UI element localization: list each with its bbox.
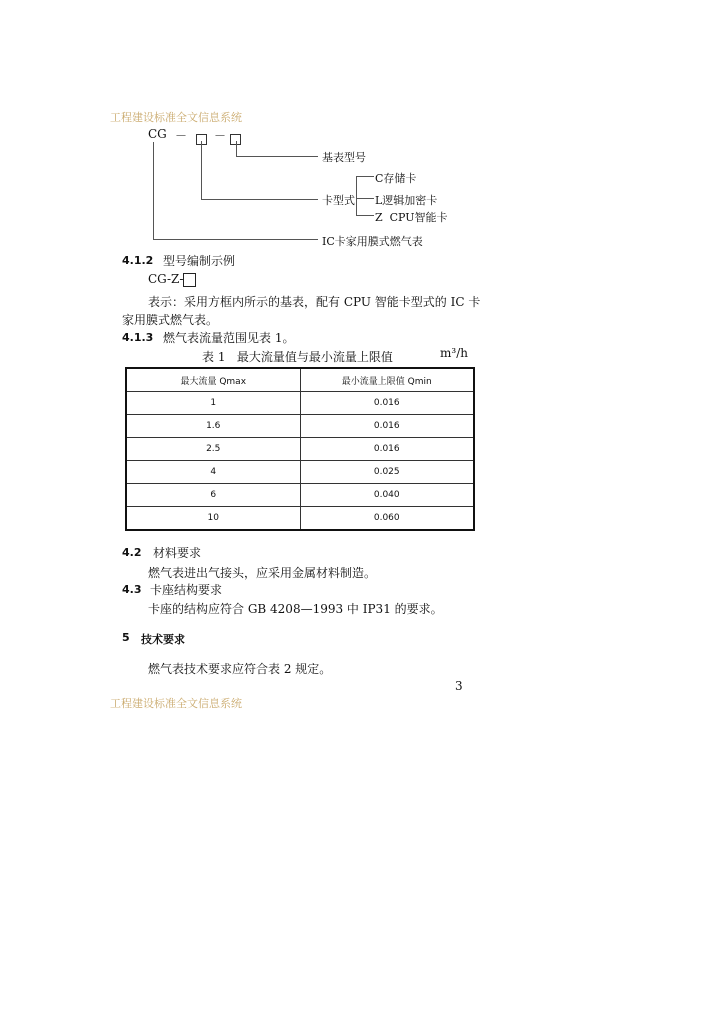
label-base-model: 基表型号 [322, 151, 366, 164]
section-4-1-3-number: 4.1.3 [122, 331, 154, 344]
example-code [148, 272, 196, 287]
example-code-text: CG-Z- [148, 272, 184, 286]
section-5-body: 燃气表技术要求应符合表 2 规定。 [148, 662, 332, 676]
cell-qmin: 0.016 [300, 415, 474, 438]
option-cpu-card: Z CPU智能卡 [375, 211, 448, 224]
section-5-title: 技术要求 [141, 633, 185, 646]
table-row [126, 392, 474, 415]
section-4-3-title: 卡座结构要求 [150, 583, 223, 597]
cell-qmin: 0.040 [300, 484, 474, 507]
cell-qmin: 0.016 [300, 438, 474, 461]
cell-qmax: 1.6 [126, 415, 300, 438]
section-4-3-body: 卡座的结构应符合 GB 4208—1993 中 IP31 的要求。 [148, 602, 443, 616]
code-cg: CG [148, 127, 167, 141]
watermark-bottom: 工程建设标准全文信息系统 [110, 697, 242, 710]
label-ic-meter: IC卡家用膜式燃气表 [322, 235, 423, 248]
header-qmin: 最小流量上限值 Qmin [300, 368, 474, 392]
cell-qmin: 0.060 [300, 507, 474, 531]
table-1-caption: 表 1 最大流量值与最小流量上限值 [202, 350, 393, 364]
section-4-3-number: 4.3 [122, 583, 142, 596]
cell-qmin: 0.016 [300, 392, 474, 415]
section-4-1-2-title: 型号编制示例 [163, 254, 236, 268]
para-example-line-1: 表示：采用方框内所示的基表，配有 CPU 智能卡型式的 IC 卡 [148, 295, 481, 309]
watermark-top: 工程建设标准全文信息系统 [110, 111, 242, 124]
cell-qmax: 4 [126, 461, 300, 484]
cell-qmax: 2.5 [126, 438, 300, 461]
label-card-type: 卡型式 [322, 194, 355, 207]
table-1 [125, 367, 475, 531]
cell-qmin: 0.025 [300, 461, 474, 484]
section-5-number: 5 [122, 631, 130, 644]
table-row [126, 415, 474, 438]
table-header-row [126, 368, 474, 392]
cell-qmax: 1 [126, 392, 300, 415]
table-row [126, 507, 474, 531]
cell-qmax: 10 [126, 507, 300, 531]
para-example-line-2: 家用膜式燃气表。 [122, 313, 219, 327]
page-number: 3 [455, 679, 463, 693]
section-4-1-3-title: 燃气表流量范围见表 1。 [163, 331, 295, 345]
code-dash-2: － [214, 129, 227, 143]
table-1-unit: m³/h [440, 346, 468, 360]
code-dash-1: － [175, 129, 188, 143]
example-code-box [183, 273, 196, 287]
table-row [126, 484, 474, 507]
option-storage-card: C存储卡 [375, 172, 417, 185]
option-logic-card: L逻辑加密卡 [375, 194, 438, 207]
cell-qmax: 6 [126, 484, 300, 507]
section-4-2-number: 4.2 [122, 546, 142, 559]
section-4-2-title: 材料要求 [153, 546, 202, 560]
header-qmax: 最大流量 Qmax [126, 368, 300, 392]
section-4-1-2-number: 4.1.2 [122, 254, 154, 267]
table-row [126, 438, 474, 461]
section-4-2-body: 燃气表进出气接头，应采用金属材料制造。 [148, 566, 377, 580]
table-row [126, 461, 474, 484]
